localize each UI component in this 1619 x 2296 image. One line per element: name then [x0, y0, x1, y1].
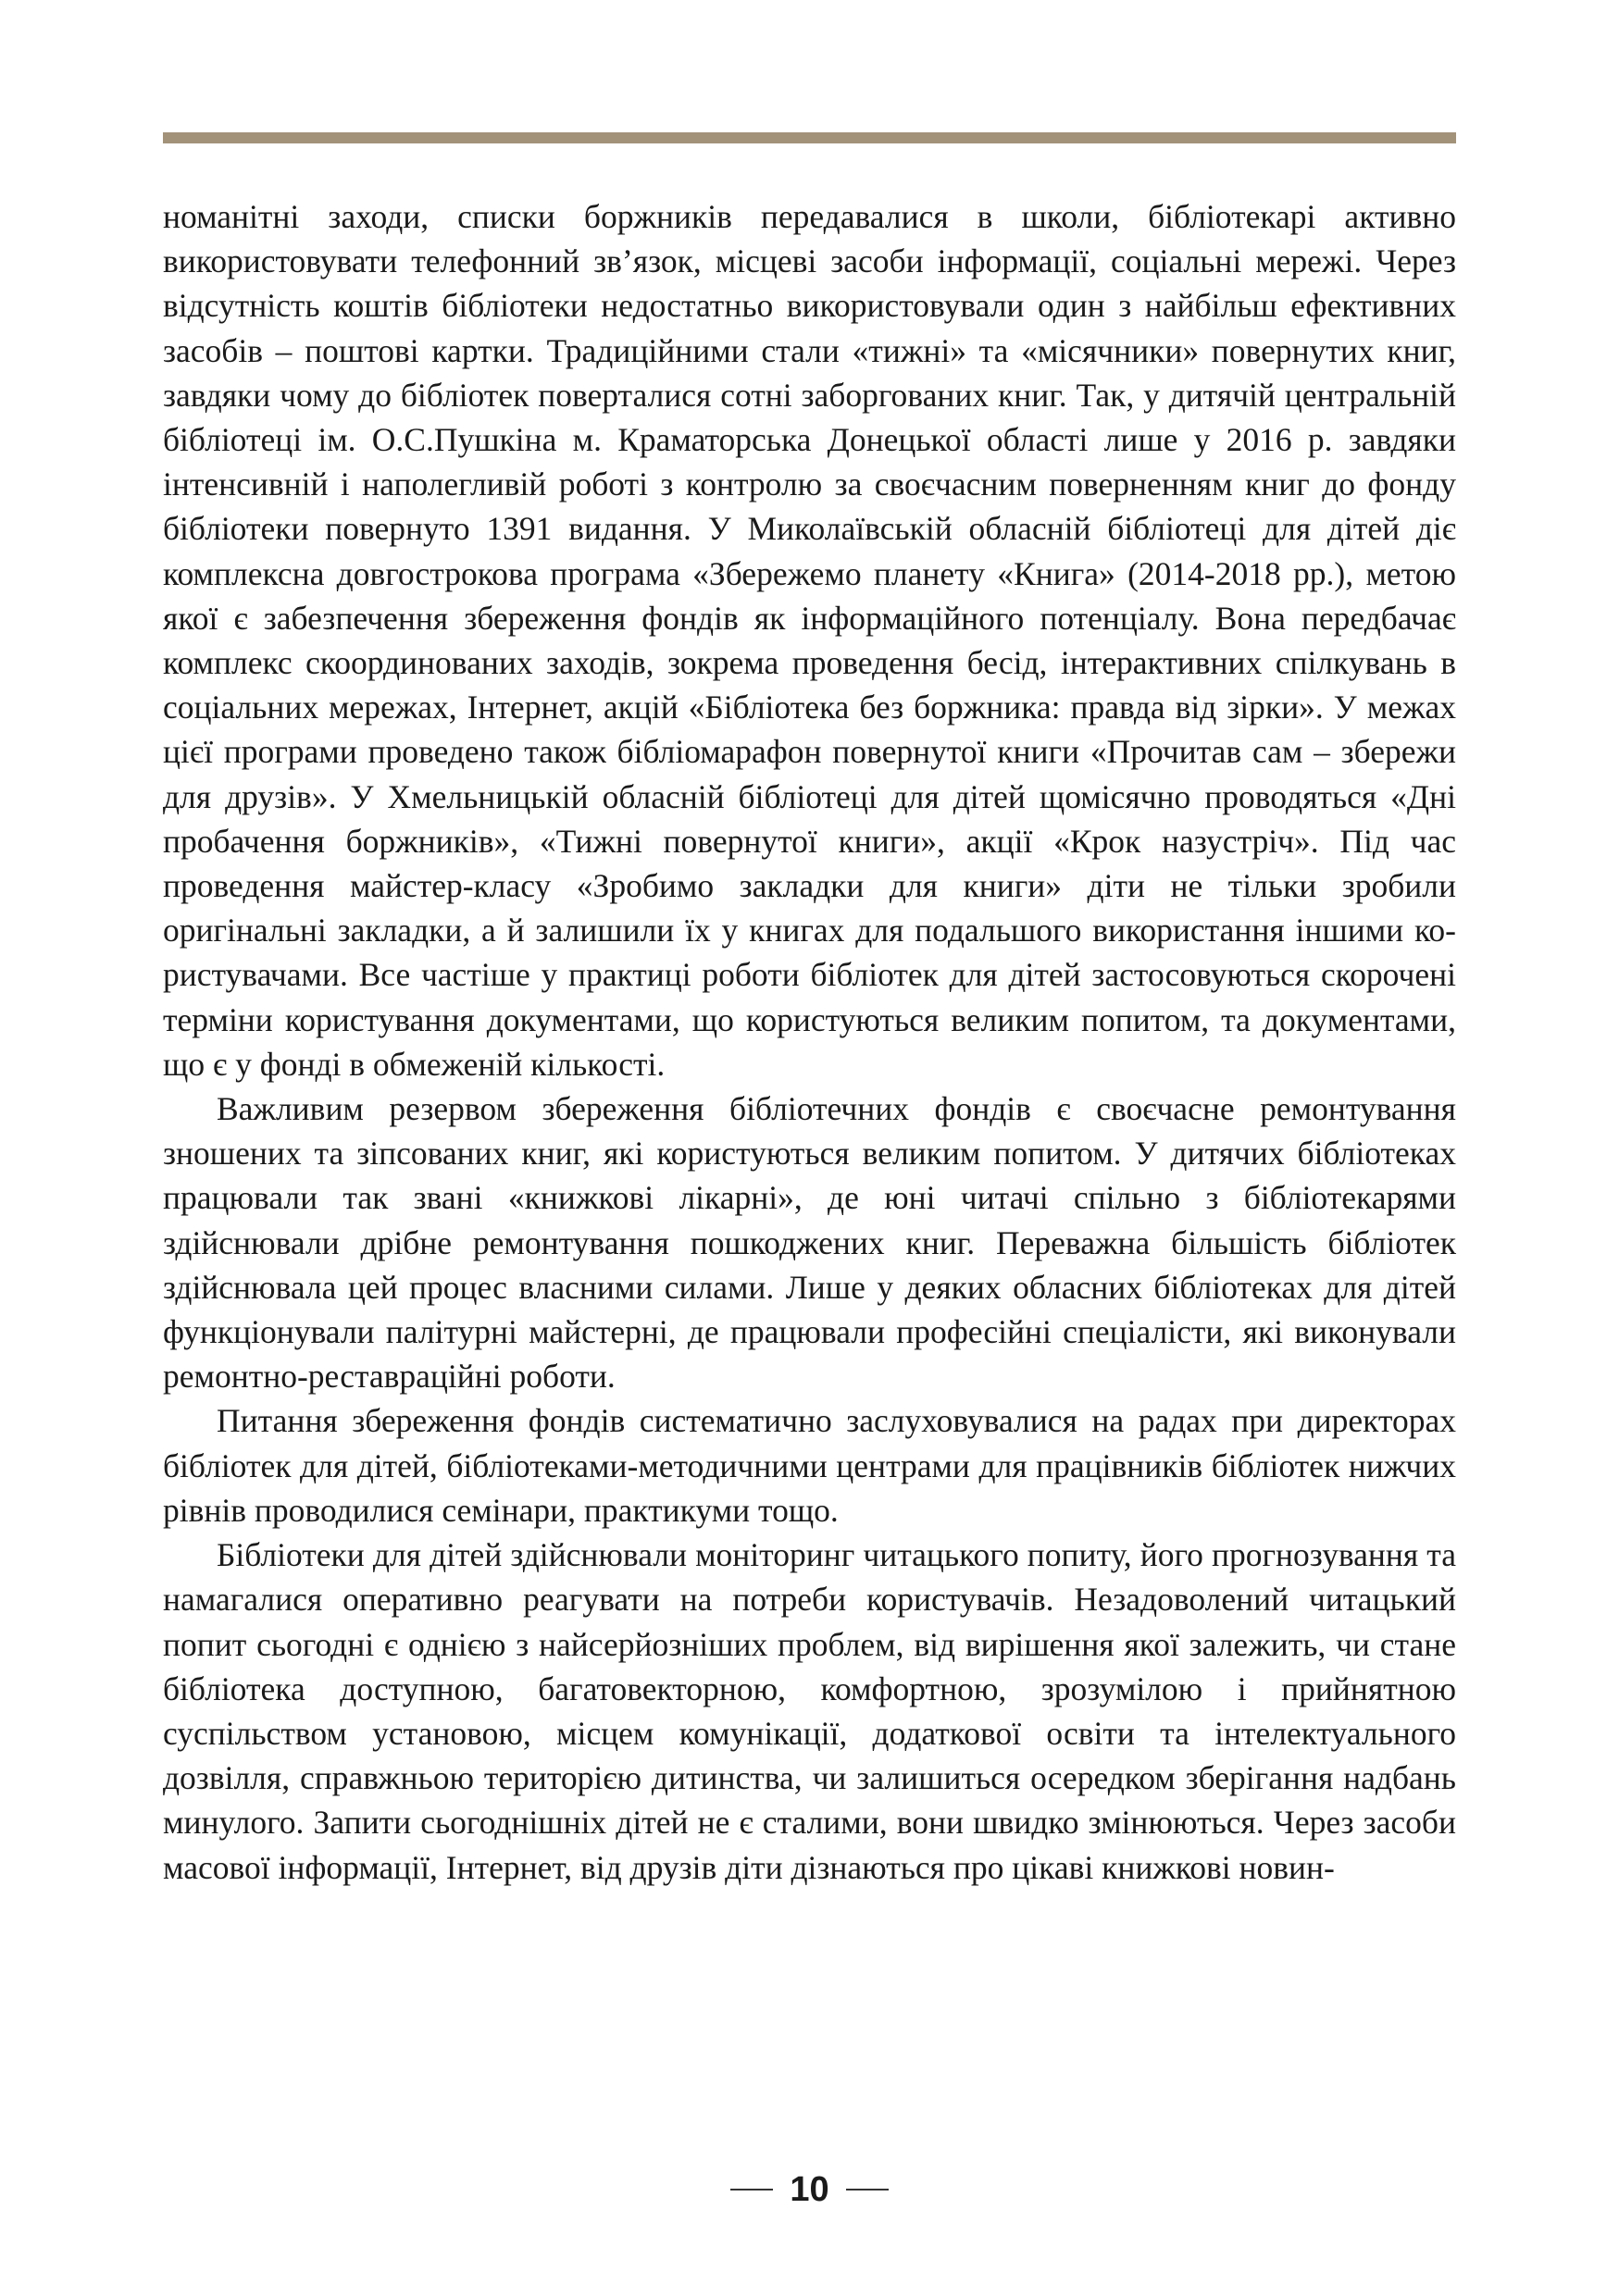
page-footer [0, 2165, 1619, 2215]
paragraph-2: Важливим резервом збереження бібліотечних фондів є своєчасне ремонтування зношених та зіпсованих книг, які користуються великим попитом. У дитячих бібліотеках працювали так звані «книжкові лікарні», де юні читачі спільно з бібліотекарями здійснювали дрібне ремонтування пошкоджених книг. Переважна більшість бібліотек здійснювала цей процес власними силами. Лише у деяких обласних бібліотеках для дітей функціонували палітурні майстерні, де працювали професійні спеціалісти, які виконували ремонтно-реставраційні роботи. [163, 1090, 1456, 1396]
footer-right-rule [846, 2189, 889, 2191]
page-number: 10 [790, 2169, 829, 2209]
header-rule [163, 132, 1456, 143]
footer-left-rule [730, 2189, 773, 2191]
paragraph-3: Питання збереження фондів систематично заслуховувалися на радах при директорах бібліотек для дітей, бібліотеками-методичними центрами для працівників бібліотек нижчих рівнів проводилися семінари, практикуми тощо. [163, 1402, 1456, 1529]
paragraph-1: номанітні заходи, списки боржників передавалися в школи, бібліотекарі активно використовувати телефонний зв’язок, місцеві засоби інформації, соціальні мережі. Через відсутність коштів бібліотеки недостатньо використовували один з найбільш ефективних засобів – поштові картки. Традиційними стали «тижні» та «місячники» повернутих книг, завдяки чому до бібліотек поверталися сотні заборгованих книг. Так, у дитячій центральній бібліотеці ім. О.С.Пушкіна м. Краматорська Донецької області лише у 2016 р. завдяки інтенсивній і наполегливій роботі з контролю за своєчасним поверненням книг до фонду бібліотеки повернуто 1391 видання. У Миколаївській обласній бібліотеці для дітей діє комплексна довгострокова програма «Збережемо планету «Книга» (2014-2018 рр.), метою якої є забезпечення збереження фондів як інформаційного потенціалу. Вона передбачає комплекс скоординованих заходів, зокрема проведення бесід, інтерактивних спілкувань в соціальних мережах, Інтернет, акцій «Бібліотека без боржника: правда від зірки». У межах цієї програми проведено також бібліомарафон повернутої книги «Прочитав сам – збережи для друзів». У Хмельницькій обласній бібліотеці для дітей щомісячно проводяться «Дні пробачення боржників», «Тижні повернутої книги», акції «Крок назустріч». Під час проведення майстер-класу «Зробимо закладки для книги» діти не тільки зробили оригінальні закладки, а й залишили їх у книгах для подальшого використання іншими користувачами. Все частіше у практиці роботи бібліотек для дітей застосовуються скорочені терміни користування документами, що користуються великим попитом, та документами, що є у фонді в обмеженій кількості. [163, 198, 1456, 1083]
body-text [163, 194, 1456, 1890]
paragraph-4: Бібліотеки для дітей здійснювали моніторинг читацького попиту, його прогнозування та намагалися оперативно реагувати на потреби користувачів. Незадоволений читацький попит сьогодні є однією з найсерйозніших проблем, від вирішення якої залежить, чи стане бібліотека доступною, багатовекторною, комфортною, зрозумілою і прийнятною суспільством установою, місцем комунікації, додаткової освіти та інтелектуального дозвілля, справжньою територією дитинства, чи залишиться осередком зберігання надбань минулого. Запити сьогоднішніх дітей не є сталими, вони швидко змінюються. Через засоби масової інформації, Інтернет, від друзів діти дізнаються про цікаві книжкові новин- [163, 1536, 1456, 1886]
